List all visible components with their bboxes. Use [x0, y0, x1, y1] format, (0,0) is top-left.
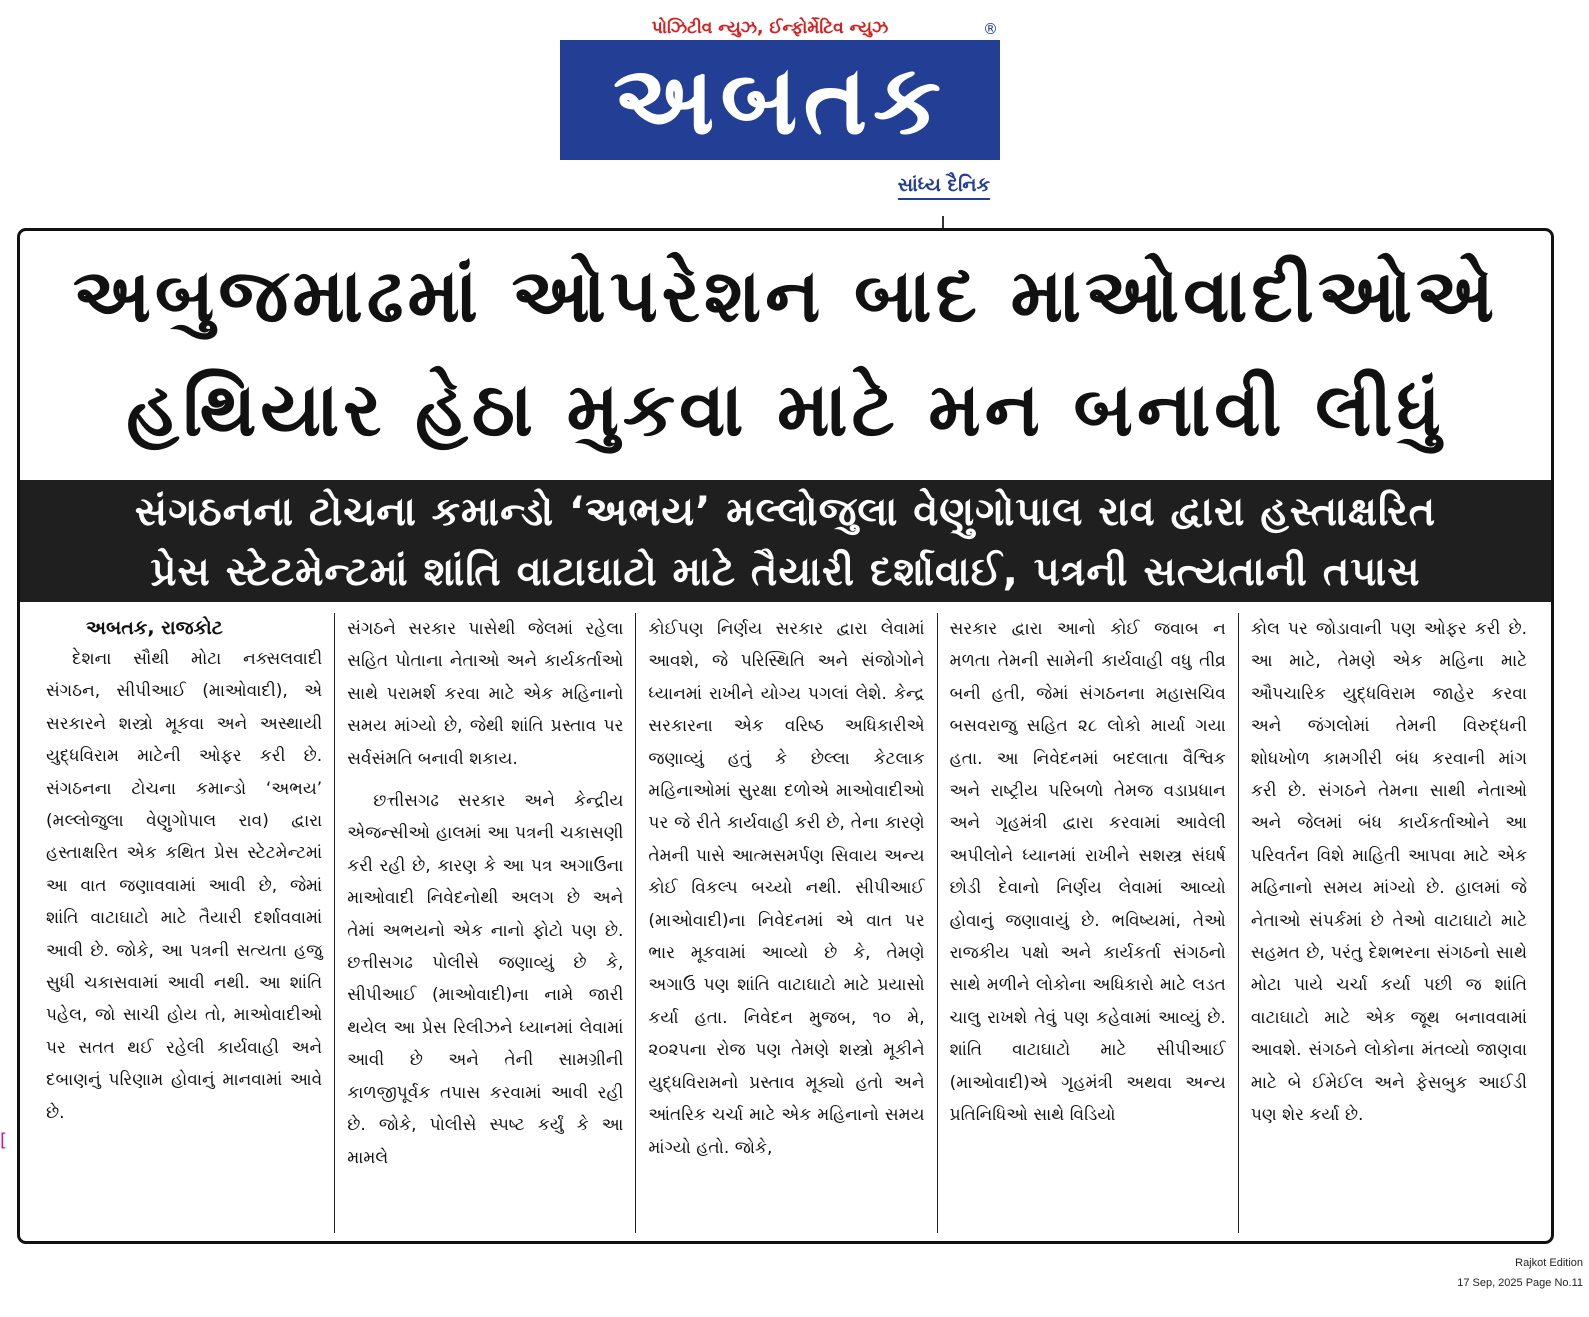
deck-line-2: પ્રેસ સ્ટેટમેન્ટમાં શાંતિ વાટાઘાટો માટે તૈયારી દર્શાવાઈ, પત્રની સત્યતાની તપાસ — [150, 549, 1421, 595]
edition-type: સાંધ્ય દૈનિક — [898, 174, 990, 200]
margin-mark: [ — [0, 1130, 8, 1151]
byline: અબતક, રાજકોટ — [86, 617, 223, 639]
article-box — [17, 228, 1554, 1244]
article-column-3 — [636, 613, 937, 1233]
headline-line-1: અબુજમાઢમાં ઓપરેશન બાદ માઓવાદીઓએ — [72, 253, 1499, 339]
article-column-2 — [335, 613, 636, 1233]
column-tick-mark — [942, 216, 944, 228]
deck — [20, 480, 1551, 602]
article-columns — [34, 613, 1539, 1233]
article-paragraph: કોઈપણ નિર્ણય સરકાર દ્વારા લેવામાં આવશે, જે પરિસ્થિતિ અને સંજોગોને ધ્યાનમાં રાખીને યોગ્ય પગલાં લેશે. કેન્દ્ર સરકારના એક વરિષ્ઠ અધિકારીએ જણાવ્યું હતું કે છેલ્લા કેટલાક મહિનાઓમાં સુરક્ષા દળોએ માઓવાદીઓ પર જે રીતે કાર્યવાહી કરી છે, તેના કારણે તેમની પાસે આત્મસમર્પણ સિવાય અન્ય કોઈ વિકલ્પ બચ્યો નથી. સીપીઆઈ (માઓવાદી)ના નિવેદનમાં એ વાત પર ભાર મૂકવામાં આવ્યો છે કે, તેમણે અગાઉ પણ શાંતિ વાટાઘાટો માટે પ્રયાસો કર્યા હતા. નિવેદન મુજબ, ૧૦ મે, ૨૦૨૫ના રોજ પણ તેમણે શસ્ત્રો મૂકીને યુદ્ધવિરામનો પ્રસ્તાવ મૂક્યો હતો અને આંતરિક ચર્ચા માટે એક મહિનાનો સમય માંગ્યો હતો. જોકે, — [648, 619, 925, 1158]
masthead — [560, 14, 1010, 204]
newspaper-logo: અબતક — [560, 40, 1000, 160]
article-column-5 — [1239, 613, 1539, 1233]
headline — [20, 239, 1551, 467]
registered-mark: ® — [983, 20, 998, 38]
page-footer — [1457, 1253, 1583, 1293]
article-paragraph: કોલ પર જોડાવાની પણ ઓફર કરી છે. આ માટે, તેમણે એક મહિના માટે ઔપચારિક યુદ્ધવિરામ જાહેર કરવા અને જંગલોમાં તેમની વિરુદ્ધની શોધખોળ કામગીરી બંધ કરવાની માંગ કરી છે. સંગઠને તેમના સાથી નેતાઓ અને જેલમાં બંધ કાર્યકર્તાઓને આ પરિવર્તન વિશે માહિતી આપવા માટે એક મહિનાનો સમય માંગ્યો છે. હાલમાં જે નેતાઓ સંપર્કમાં છે તેઓ વાટાઘાટો માટે સહમત છે, પરંતુ દેશભરના સંગઠનો સાથે મોટા પાયે ચર્ચા કર્યા પછી જ શાંતિ વાટાઘાટો માટે એક જૂથ બનાવવામાં આવશે. સંગઠને લોકોના મંતવ્યો જાણવા માટે બે ઈમેઈલ અને ફેસબુક આઈડી પણ શેર કર્યા છે. — [1250, 619, 1528, 1126]
masthead-tagline: પોઝિટીવ ન્યુઝ, ઈન્ફોર્મેટિવ ન્યુઝ — [651, 18, 889, 38]
article-paragraph: છત્તીસગઢ સરકાર અને કેન્દ્રીય એજન્સીઓ હાલમાં આ પત્રની ચકાસણી કરી રહી છે, કારણ કે આ પત્ર અગાઉના માઓવાદી નિવેદનોથી અલગ છે અને તેમાં અભયનો એક નાનો ફોટો પણ છે. છત્તીસગઢ પોલીસે જણાવ્યું છે કે, સીપીઆઈ (માઓવાદી)ના નામે જારી થયેલ આ પ્રેસ રિલીઝને ધ્યાનમાં લેવામાં આવી છે અને તેની સામગ્રીની કાળજીપૂર્વક તપાસ કરવામાં આવી રહી છે. જોકે, પોલીસે સ્પષ્ટ કર્યું કે આ મામલે — [347, 791, 624, 1168]
article-paragraph: દેશના સૌથી મોટા નક્સલવાદી સંગઠન, સીપીઆઈ (માઓવાદી), એ સરકારને શસ્ત્રો મૂકવા અને અસ્થાયી યુદ્ધવિરામ માટેની ઓફર કરી છે. સંગઠનના ટોચના કમાન્ડો ‘અભય’ (મલ્લોજુલા વેણુગોપાલ રાવ) દ્વારા હસ્તાક્ષરિત એક કથિત પ્રેસ સ્ટેટમેન્ટમાં આ વાત જણાવવામાં આવી છે, જેમાં શાંતિ વાટાઘાટો માટે તૈયારી દર્શાવવામાં આવી છે. જોકે, આ પત્રની સત્યતા હજુ સુધી ચકાસવામાં આવી નથી. આ શાંતિ પહેલ, જો સાચી હોય તો, માઓવાદીઓ પર સતત થઈ રહેલી કાર્યવાહી અને દબાણનું પરિણામ હોવાનું માનવામાં આવે છે. — [46, 649, 323, 1123]
article-paragraph: સરકાર દ્વારા આનો કોઈ જવાબ ન મળતા તેમની સામેની કાર્યવાહી વધુ તીવ્ર બની હતી, જેમાં સંગઠનના મહાસચિવ બસવરાજુ સહિત ૨૮ લોકો માર્યા ગયા હતા. આ નિવેદનમાં બદલાતા વૈશ્વિક અને રાષ્ટ્રીય પરિબળો તેમજ વડાપ્રધાન અને ગૃહમંત્રી દ્વારા કરવામાં આવેલી અપીલોને ધ્યાનમાં રાખીને સશસ્ત્ર સંઘર્ષ છોડી દેવાનો નિર્ણય લેવામાં આવ્યો હોવાનું જણાવાયું છે. ભવિષ્યમાં, તેઓ રાજકીય પક્ષો અને કાર્યકર્તા સંગઠનો સાથે મળીને લોકોના અધિકારો માટે લડત ચાલુ રાખશે તેવું પણ કહેવામાં આવ્યું છે. શાંતિ વાટાઘાટો માટે સીપીઆઈ (માઓવાદી)એ ગૃહમંત્રી અથવા અન્ય પ્રતિનિધિઓ સાથે વિડિયો — [949, 619, 1226, 1126]
article-paragraph: સંગઠને સરકાર પાસેથી જેલમાં રહેલા સહિત પોતાના નેતાઓ અને કાર્યકર્તાઓ સાથે પરામર્શ કરવા માટે એક મહિનાનો સમય માંગ્યો છે, જેથી શાંતિ પ્રસ્તાવ પર સર્વસંમતિ બનાવી શકાય. — [347, 619, 624, 769]
article-column-1 — [34, 613, 335, 1233]
article-column-4 — [938, 613, 1239, 1233]
footer-date-page: 17 Sep, 2025 Page No.11 — [1457, 1277, 1583, 1289]
deck-line-1: સંગઠનના ટોચના કમાન્ડો ‘અભય’ મલ્લોજુલા વેણુગોપાલ રાવ દ્વારા હસ્તાક્ષરિત — [134, 489, 1437, 535]
footer-edition: Rajkot Edition — [1515, 1257, 1583, 1269]
headline-line-2: હથિયાર હેઠા મુકવા માટે મન બનાવી લીધું — [126, 367, 1445, 453]
